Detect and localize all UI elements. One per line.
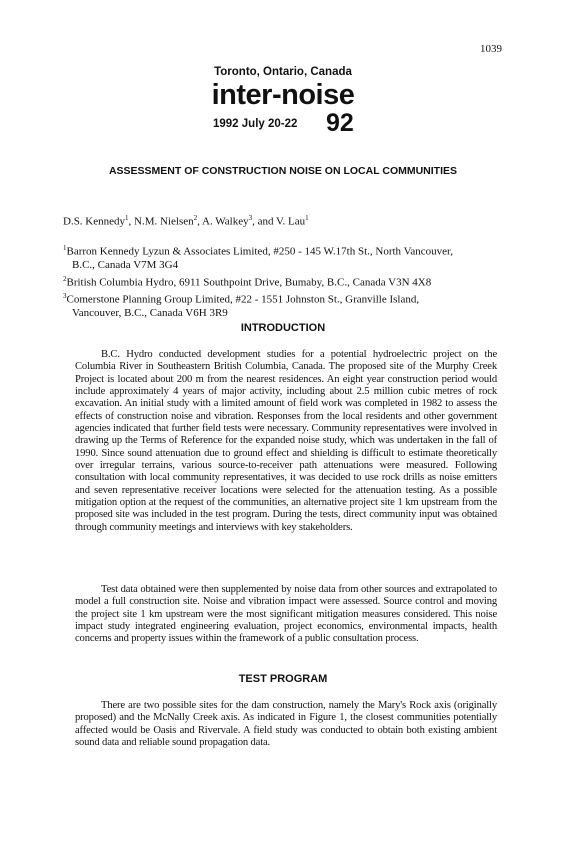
conference-location: Toronto, Ontario, Canada bbox=[214, 66, 352, 78]
affiliation-line: Vancouver, B.C., Canada V6H 3R9 bbox=[72, 307, 228, 320]
section-heading-test-program: TEST PROGRAM bbox=[238, 673, 328, 685]
author-name: A. Walkey bbox=[202, 215, 249, 228]
affiliation bbox=[63, 242, 513, 259]
author-list: D.S. Kennedy$^1$, N.M. Nielsen$^2$, A. Walkey$^3$, and V. Lau$^1$ bbox=[63, 214, 309, 228]
author-mark: 1 bbox=[305, 214, 309, 222]
author-name: D.S. Kennedy bbox=[63, 215, 126, 228]
paper-title: ASSESSMENT OF CONSTRUCTION NOISE ON LOCAL COMMUNITIES bbox=[108, 165, 458, 177]
affiliation bbox=[63, 273, 513, 290]
affiliation-line: British Columbia Hydro, 6911 Southpoint Drive, Bumaby, B.C., Canada V3N 4X8 bbox=[66, 276, 432, 289]
page-number: 1039 bbox=[480, 43, 502, 55]
conference-logo: inter-noise bbox=[211, 79, 355, 111]
affiliation-mark: 3 bbox=[63, 292, 67, 301]
affiliation-mark: 1 bbox=[63, 244, 67, 252]
affiliation-mark: 2 bbox=[63, 274, 67, 283]
conference-year: 92 bbox=[326, 109, 354, 137]
body-paragraph: B.C. Hydro conducted development studies for a potential hydroelectric project on the Columbia River in Southeastern British Columbia, Canada. The proposed site of the Murphy Creek Project is located about 200 m from the nearest residences. An eight year construction period would include approximately 4 years of major activity, including about 2.5 million cubic metres of rock excavation. An initial study with a limited amount of field work was completed in 1982 to assess the effects of construction noise and vibration. Responses from the local residents and other government agencies indicated that further field tests were necessary. Community representatives were involved in drawing up the Terms of Reference for the expanded noise study, which was undertaken in the fall of 1990. Since sound attenuation due to ground effect and shielding is difficult to estimate theoretically over irregular terrains, various source-to-receiver path attenuations were measured. Following consultation with local community representatives, it was decided to use rock drills as noise emitters and seven representative receiver locations were selected for the attenuation testing. As a possible mitigation option at the request of the communities, an alternative project site 1 km upstream from the proposed site was included in the test program. During the tests, direct community input was obtained through community meetings and interviews with key stakeholders. bbox=[75, 349, 497, 533]
affiliation-line: B.C., Canada V7M 3G4 bbox=[72, 259, 179, 272]
author-name: N.M. Nielsen bbox=[134, 215, 194, 228]
author-name: V. Lau bbox=[276, 215, 306, 228]
body-paragraph: There are two possible sites for the dam construction, namely the Mary's Rock axis (originally proposed) and the McNally Creek axis. As indicated in Figure 1, the closest communities potentially affected would be Oasis and Rivervale. A field study was conducted to obtain both existing ambient sound data and reliable sound propagation data. bbox=[75, 700, 497, 749]
body-paragraph: Test data obtained were then supplemented by noise data from other sources and extrapolated to model a full construction site. Noise and vibration impact were assessed. Source control and moving the project site 1 km upstream were the most significant mitigation measures considered. This noise impact study integrated engineering evaluation, project economics, environmental impacts, health concerns and property issues within the framework of a public consultation process. bbox=[75, 584, 497, 645]
author-mark: 2 bbox=[193, 214, 198, 222]
affiliation-line: Comerstone Planning Group Limited, #22 - 1551 Johnston St., Granville Island, bbox=[66, 293, 420, 306]
affiliation bbox=[63, 290, 513, 307]
affiliations bbox=[63, 242, 513, 321]
author-mark: 3 bbox=[248, 214, 253, 222]
affiliation-line: Barron Kennedy Lyzun & Associates Limited, #250 - 145 W.17th St., North Vancouver, bbox=[66, 245, 453, 258]
conference-dates: 1992 July 20-22 bbox=[213, 118, 298, 130]
section-heading-introduction: INTRODUCTION bbox=[240, 322, 326, 334]
author-mark: 1 bbox=[125, 214, 129, 222]
